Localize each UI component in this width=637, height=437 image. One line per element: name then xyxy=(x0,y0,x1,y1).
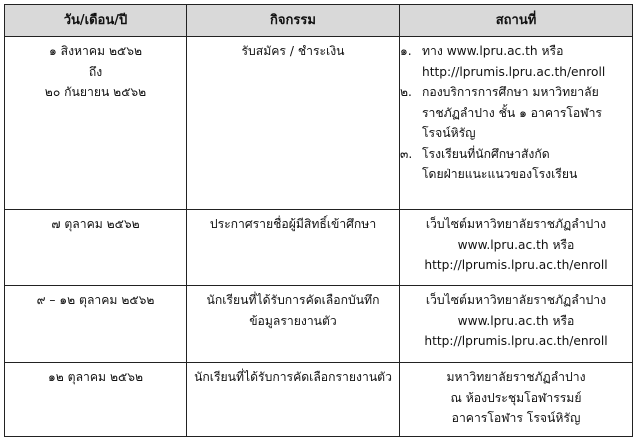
date-line: ๒๐ กันยายน ๒๕๖๒ xyxy=(44,85,147,99)
table-row xyxy=(5,286,633,363)
date-line: ๙ – ๑๒ ตุลาคม ๒๕๖๒ xyxy=(36,293,155,307)
table-row xyxy=(5,363,633,437)
table-row xyxy=(5,210,633,286)
header-date: วัน/เดือน/ปี xyxy=(5,5,187,37)
table-header-row xyxy=(5,5,633,37)
location-cell xyxy=(400,363,633,437)
schedule-table xyxy=(4,4,633,437)
location-line: เว็บไซต์มหาวิทยาลัยราชภัฏลำปาง xyxy=(425,217,607,231)
table-row xyxy=(5,37,633,210)
location-line: โรจน์หิรัญ xyxy=(422,126,476,140)
location-line: โรงเรียนที่นักศึกษาสังกัด xyxy=(422,146,550,161)
date-cell xyxy=(5,210,187,286)
date-cell xyxy=(5,286,187,363)
activity-line: นักเรียนที่ได้รับการคัดเลือกรายงานตัว xyxy=(194,370,392,384)
activity-cell xyxy=(187,37,400,210)
location-line: ณ ห้องประชุมโอฬารรมย์ xyxy=(450,390,582,405)
location-line: โดยฝ่ายแนะแนวของโรงเรียน xyxy=(422,167,578,181)
header-activity: กิจกรรม xyxy=(187,5,400,37)
activity-cell xyxy=(187,363,400,437)
date-cell xyxy=(5,37,187,210)
location-line: www.lpru.ac.th หรือ xyxy=(457,313,575,328)
activity-line: นักเรียนที่ได้รับการคัดเลือกบันทึก xyxy=(206,293,380,307)
location-item xyxy=(400,144,632,185)
activity-cell xyxy=(187,210,400,286)
date-line: ๑ สิงหาคม ๒๕๖๒ xyxy=(49,44,142,58)
activity-cell xyxy=(187,286,400,363)
activity-line: ข้อมูลรายงานตัว xyxy=(249,313,337,328)
location-line: ทาง www.lpru.ac.th หรือ xyxy=(422,44,564,58)
date-cell xyxy=(5,363,187,437)
location-line: http://lprumis.lpru.ac.th/enroll xyxy=(422,64,606,79)
location-item xyxy=(400,82,632,144)
location-item-number: ๓. xyxy=(400,146,413,161)
location-cell xyxy=(400,210,633,286)
date-line: ๗ ตุลาคม ๒๕๖๒ xyxy=(51,217,140,231)
location-line: ราชภัฏลำปาง ชั้น ๑ อาคารโอฬาร xyxy=(422,105,602,120)
activity-line: รับสมัคร / ชำระเงิน xyxy=(241,44,345,58)
location-line: มหาวิทยาลัยราชภัฏลำปาง xyxy=(446,370,586,384)
location-item-number: ๑. xyxy=(400,44,412,58)
location-line: http://lprumis.lpru.ac.th/enroll xyxy=(424,258,608,272)
location-cell xyxy=(400,37,633,210)
location-item xyxy=(400,41,632,82)
location-cell xyxy=(400,286,633,363)
activity-line: ประกาศรายชื่อผู้มีสิทธิ์เข้าศึกษา xyxy=(209,217,377,231)
location-line: www.lpru.ac.th หรือ xyxy=(457,237,575,252)
date-line: ๑๒ ตุลาคม ๒๕๖๒ xyxy=(48,370,143,384)
location-line: เว็บไซต์มหาวิทยาลัยราชภัฏลำปาง xyxy=(425,293,607,307)
location-item-number: ๒. xyxy=(400,85,412,99)
location-line: อาคารโอฬาร โรจน์หิรัญ xyxy=(451,411,581,425)
location-line: กองบริการการศึกษา มหาวิทยาลัย xyxy=(422,85,599,99)
location-line: http://lprumis.lpru.ac.th/enroll xyxy=(424,334,608,348)
header-location: สถานที่ xyxy=(400,5,633,37)
date-line: ถึง xyxy=(88,64,103,79)
